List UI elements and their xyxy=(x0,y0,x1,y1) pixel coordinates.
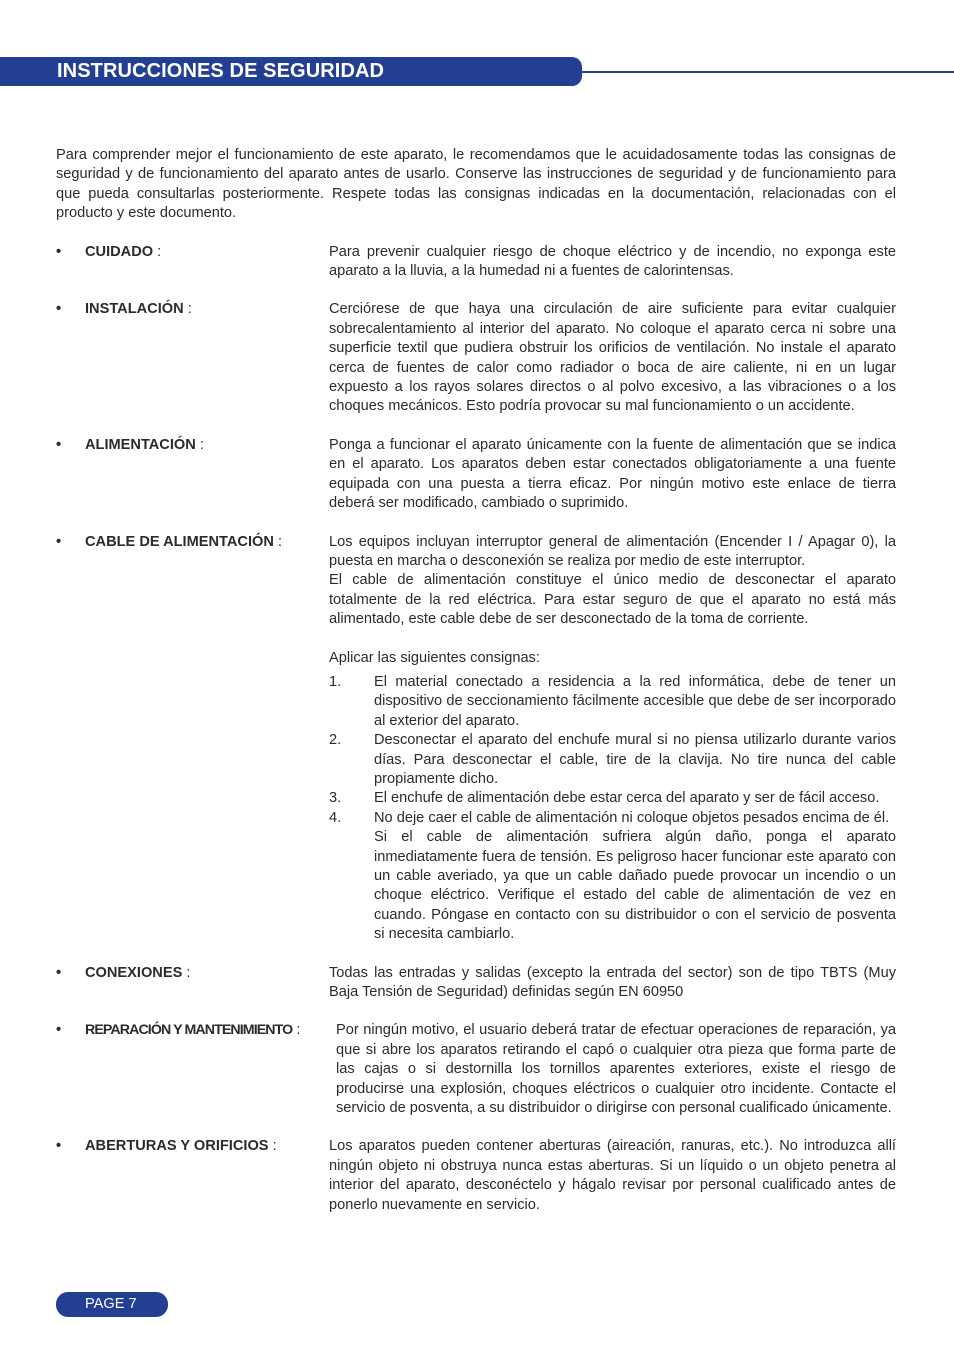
section-paragraph: Ponga a funcionar el aparato únicamente con la fuente de alimentación que se indica en el aparato. Los aparatos deben estar conectados obligatoriamente a una fuente equipada con una puesta a tierra eficaz. Por ningún motivo este enlace de tierra deberá ser modificado, cambiado o suprimido. xyxy=(329,436,896,512)
page-number-badge: PAGE 7 xyxy=(56,1292,168,1317)
section-label xyxy=(56,533,328,552)
bullet: • xyxy=(56,533,62,550)
list-extra-text: Si el cable de alimentación sufriera algún daño, ponga el aparato inmediatamente fuera de tensión. Es peligroso hacer funcionar este aparato con un cable averiado, ya que un cable dañado puede provocar un incendio o un choque eléctrico. Verifique el estado del cable de alimentación de vez en cuando. Póngase en contacto con su distribuidor o con el servicio de posventa si necesita cambiarlo. xyxy=(374,829,896,943)
section-text xyxy=(329,436,896,514)
list-text: El enchufe de alimentación debe estar cerca del aparato y ser de fácil acceso. xyxy=(374,790,880,807)
section-paragraph: Cerciórese de que haya una circulación de aire suficiente para evitar cualquier sobrecalentamiento al interior del aparato. No coloque el aparato cerca ni sobre una superficie textil que pudiera obstruir los orificios de ventilación. No instale el aparato cerca de fuentes de calor como radiador o boca de aire caliente, ni en un lugar expuesto a los rayos solares directos o al polvo excesivo, a las vibraciones o a los choques mecánicos. Esto podría provocar su mal funcionamiento o un accidente. xyxy=(329,301,896,415)
section-label xyxy=(56,1021,346,1040)
section-text xyxy=(329,1137,896,1215)
list-text: El material conectado a residencia a la red informática, debe de tener un dispositivo de seccionamiento fácilmente accesible que debe de ser incorporado al exterior del aparato. xyxy=(374,673,896,729)
section-reparacion-mantenimiento xyxy=(56,1021,896,1118)
section-label xyxy=(56,964,328,983)
list-item xyxy=(329,809,896,945)
page-title: INSTRUCCIONES DE SEGURIDAD xyxy=(57,60,385,82)
list-item xyxy=(329,789,896,808)
bullet: • xyxy=(56,243,62,260)
section-paragraph: Para prevenir cualquier riesgo de choque eléctrico y de incendio, no exponga este aparato a la lluvia, a la humedad ni a fuentes de calorintensas. xyxy=(329,243,896,280)
section-label xyxy=(56,300,328,319)
label-colon: : xyxy=(182,964,191,981)
section-paragraph: Por ningún motivo, el usuario deberá tratar de efectuar operaciones de reparación, ya que si abre los aparatos retirando el capó o cualquier otra pieza que forma parte de las cajas o si destornilla los tornillos aparentes exteriores, existe el riesgo de producirse una explosión, choques eléctricos o cualquier otro incidente. Contacte el servicio de posventa, a su distribuidor o dirigirse con personal cualificado únicamente. xyxy=(336,1022,896,1117)
section-text xyxy=(329,300,896,416)
bullet: • xyxy=(56,1022,62,1039)
list-item xyxy=(329,731,896,789)
label-colon: : xyxy=(273,533,283,550)
list-number: 3. xyxy=(329,790,342,807)
list-text: Desconectar el aparato del enchufe mural si no piensa utilizarlo durante varios días. Para desconectar el cable, tire de la clavija. No tire nunca del cable propiamente dicho. xyxy=(374,732,896,787)
section-text xyxy=(329,964,896,1003)
section-instalacion xyxy=(56,300,896,416)
section-label xyxy=(56,243,328,262)
bullet: • xyxy=(56,1138,62,1155)
bullet: • xyxy=(56,964,62,981)
section-cable-alimentacion xyxy=(56,533,896,945)
section-title: CONEXIONES xyxy=(85,964,183,981)
section-title: CABLE DE ALIMENTACIÓN xyxy=(85,533,274,550)
label-colon: : xyxy=(268,1138,277,1155)
list-text: No deje caer el cable de alimentación ni coloque objetos pesados encima de él. xyxy=(374,809,890,826)
section-paragraph: El cable de alimentación constituye el único medio de desconectar el aparato totalmente de la red eléctrica. Para estar seguro de que el aparato no está más alimentado, este cable debe de ser desconectado de la toma de corriente. xyxy=(329,572,896,628)
section-text xyxy=(329,533,896,945)
label-colon: : xyxy=(292,1022,301,1039)
section-label xyxy=(56,1137,328,1156)
list-number: 1. xyxy=(329,673,342,690)
section-label xyxy=(56,436,328,455)
header-rule xyxy=(582,71,954,73)
section-title: REPARACIÓN Y MANTENIMIENTO xyxy=(85,1022,293,1039)
section-header-bar xyxy=(0,57,582,86)
section-paragraph: Los aparatos pueden contener aberturas (aireación, ranuras, etc.). No introduzca allí ningún objeto ni obstruya nunca estas aberturas. Si un líquido o un objeto penetra al interior del aparato, desconéctelo y hágalo revisar por personal cualificado antes de ponerlo nuevamente en servicio. xyxy=(329,1138,896,1213)
label-colon: : xyxy=(195,436,204,453)
bullet: • xyxy=(56,301,62,318)
label-colon: : xyxy=(153,243,162,260)
section-title: INSTALACIÓN xyxy=(85,301,184,318)
section-title: ABERTURAS Y ORIFICIOS xyxy=(85,1138,269,1155)
list-number: 2. xyxy=(329,732,342,749)
section-title: CUIDADO xyxy=(85,243,154,260)
list-intro: Aplicar las siguientes consignas: xyxy=(329,649,540,666)
section-alimentacion xyxy=(56,436,896,514)
section-text xyxy=(329,243,896,282)
section-text xyxy=(336,1021,896,1118)
bullet: • xyxy=(56,436,62,453)
intro-paragraph: Para comprender mejor el funcionamiento de este aparato, le recomendamos que le acuidadosamente todas las consignas de seguridad y de funcionamiento del aparato antes de usarlo. Conserve las instrucciones de seguridad y de funcionamiento para que pueda consultarlas posteriormente. Respete todas las consignas indicadas en la documentación, relacionadas con el producto y este documento. xyxy=(56,147,896,222)
section-paragraph: Todas las entradas y salidas (excepto la entrada del sector) son de tipo TBTS (Muy Baja Tensión de Seguridad) definidas según EN 60950 xyxy=(329,964,896,1001)
section-cuidado xyxy=(56,243,896,282)
section-aberturas-orificios xyxy=(56,1137,896,1215)
section-conexiones xyxy=(56,964,896,1003)
list-number: 4. xyxy=(329,809,342,826)
section-paragraph: Los equipos incluyan interruptor general de alimentación (Encender I / Apagar 0), la puesta en marcha o desconexión se realiza por medio de este interruptor. xyxy=(329,533,896,569)
consignas-list xyxy=(329,673,896,945)
document-body xyxy=(56,146,896,1215)
label-colon: : xyxy=(183,301,192,318)
list-item xyxy=(329,673,896,731)
section-title: ALIMENTACIÓN xyxy=(85,436,196,453)
